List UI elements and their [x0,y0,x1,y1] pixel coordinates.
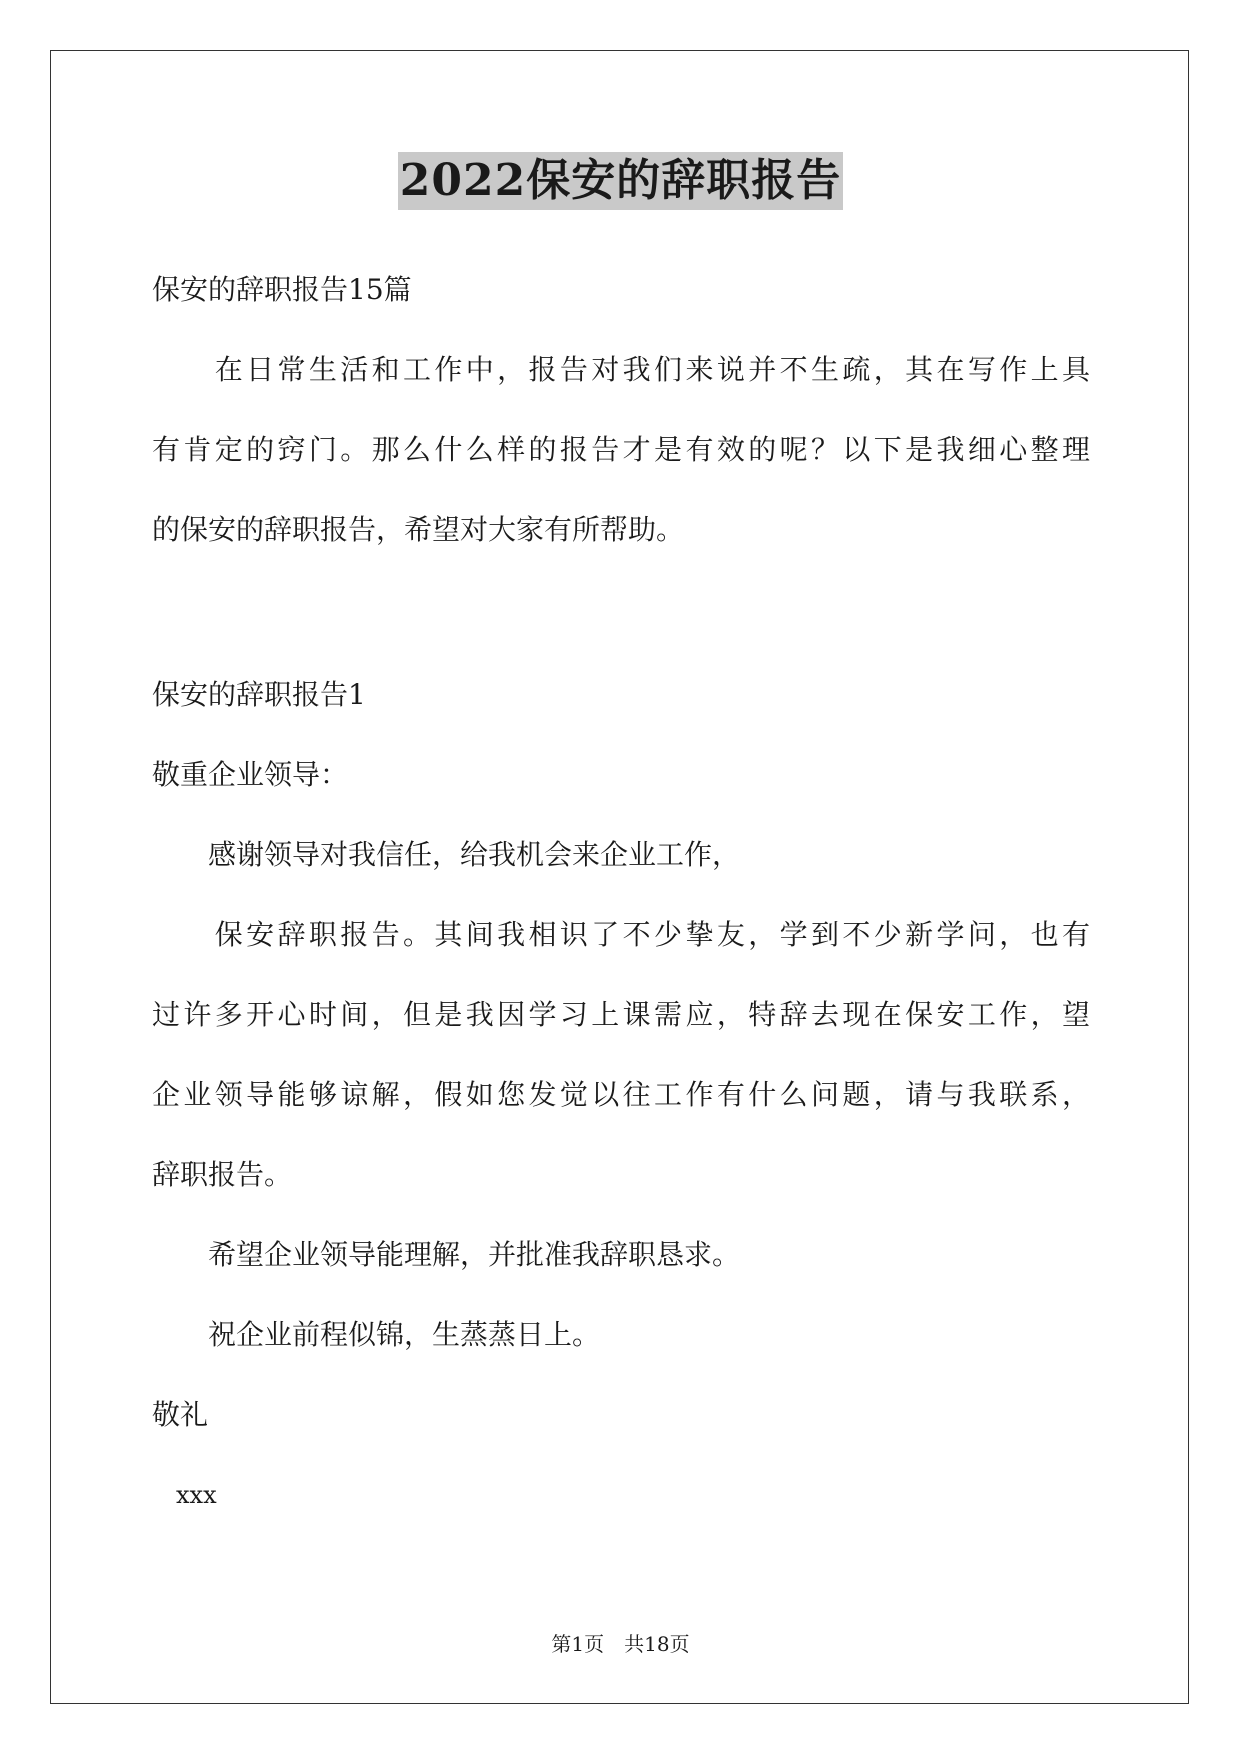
paragraph-line: 过许多开心时间，但是我因学习上课需应，特辞去现在保安工作，望 [152,998,1090,1031]
paragraph-line: 希望企业领导能理解，并批准我辞职恳求。 [152,1238,741,1271]
closing-line: 敬礼 [152,1398,209,1431]
paragraph-line: 祝企业前程似锦，生蒸蒸日上。 [152,1318,601,1351]
page-footer: 第1页 共18页 [551,1632,690,1656]
paragraph-line: 在日常生活和工作中，报告对我们来说并不生疏，其在写作上具 [152,353,1090,386]
signature-line: xxx [152,1481,217,1509]
salutation: 敬重企业领导： [152,758,349,791]
paragraph-line: 辞职报告。 [152,1158,293,1191]
title-container [0,152,1241,210]
section-heading: 保安的辞职报告1 [152,678,366,711]
subtitle-line: 保安的辞职报告15篇 [152,273,412,306]
paragraph-line: 企业领导能够谅解，假如您发觉以往工作有什么问题，请与我联系， [152,1078,1090,1111]
paragraph-line: 感谢领导对我信任，给我机会来企业工作， [152,838,741,871]
paragraph-line: 保安辞职报告。其间我相识了不少挚友，学到不少新学问，也有 [152,918,1090,951]
paragraph-line: 的保安的辞职报告，希望对大家有所帮助。 [152,513,685,546]
paragraph-line: 有肯定的窍门。那么什么样的报告才是有效的呢？以下是我细心整理 [152,433,1090,466]
document-title: 2022保安的辞职报告 [398,152,843,210]
